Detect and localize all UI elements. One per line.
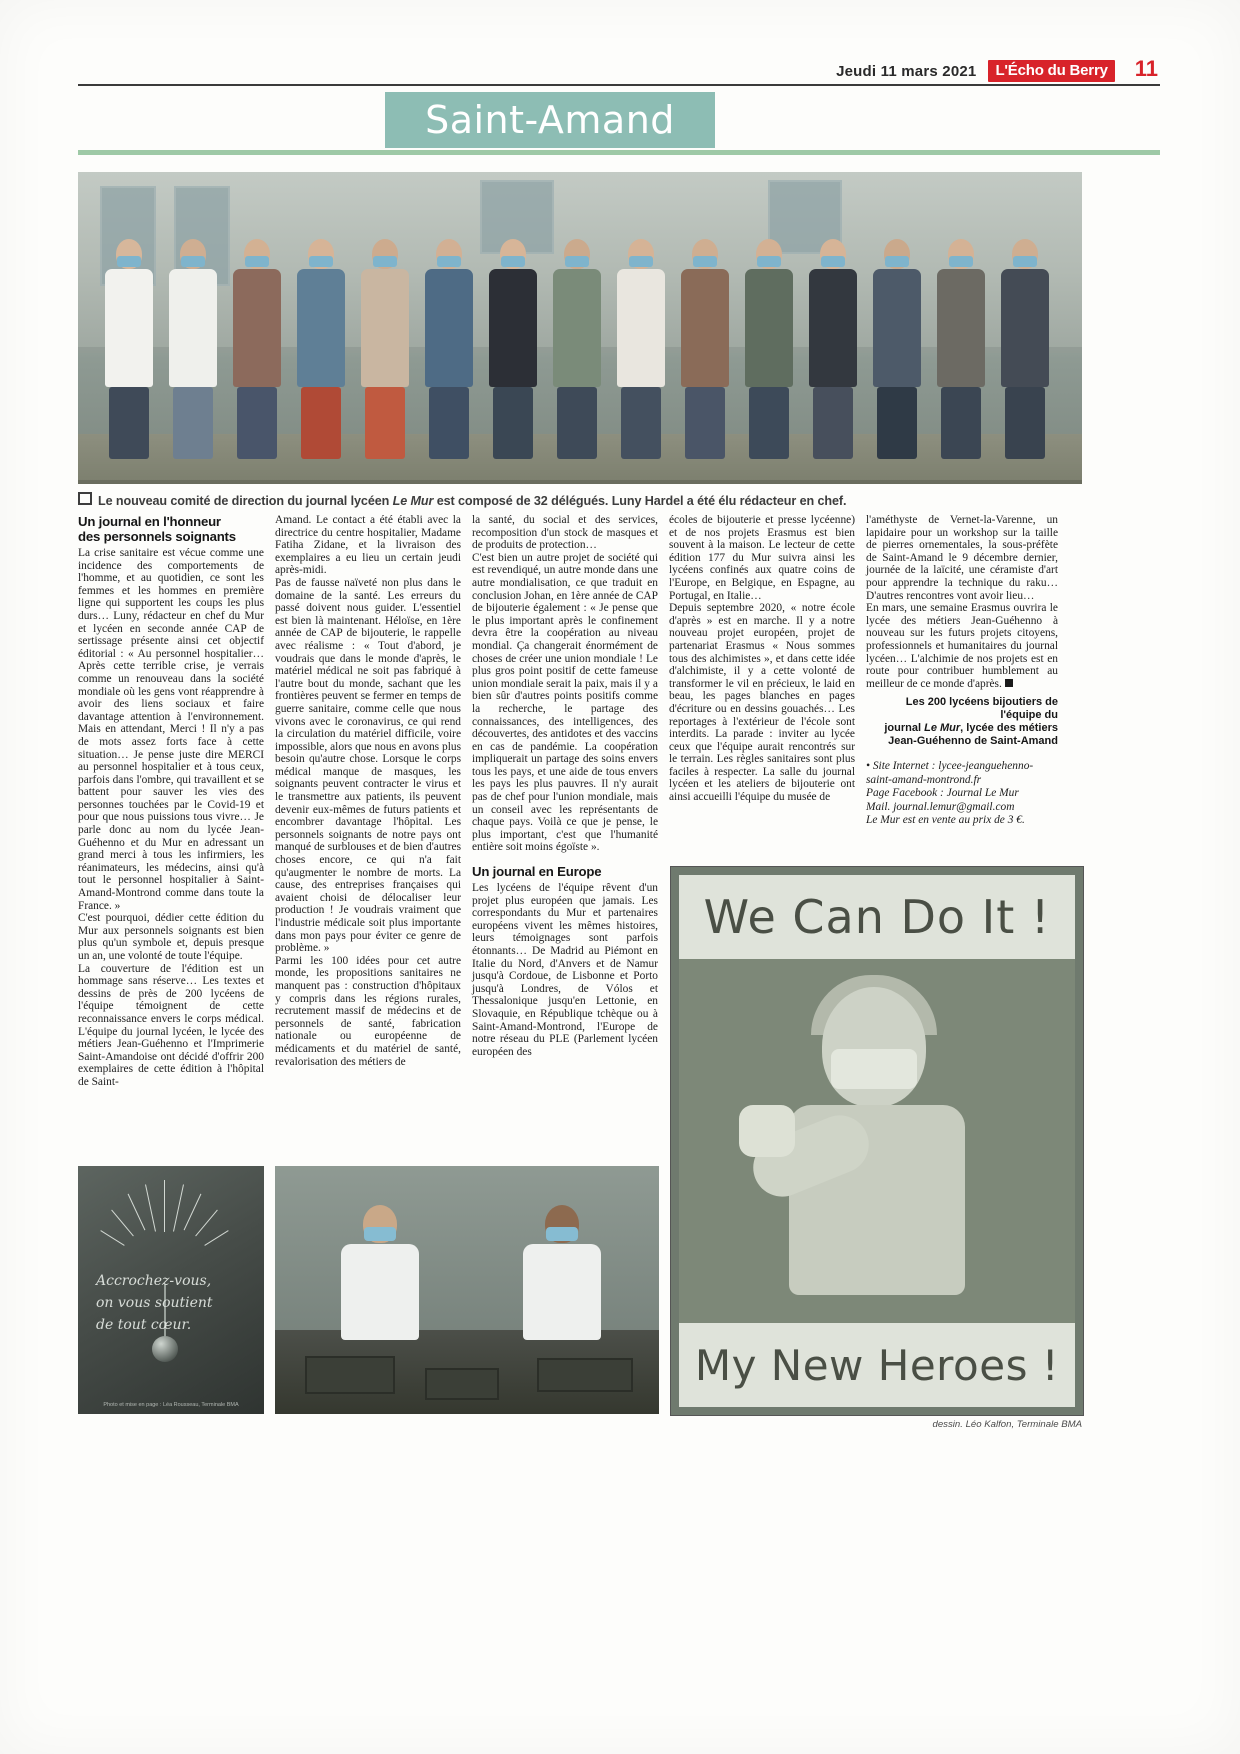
contact-email[interactable]: Mail. journal.lemur@gmail.com <box>866 800 1015 813</box>
photo-person <box>550 239 604 459</box>
photo-person <box>294 239 348 459</box>
photo-person <box>358 239 412 459</box>
end-mark-icon <box>1005 679 1013 687</box>
handwriting-line-2: on vous soutient <box>96 1295 213 1311</box>
poster-illustration <box>670 866 1084 1416</box>
paragraph: écoles de bijouterie et presse lycéenne) et de nos projets Erasmus est bien souvent à la maison. Le lecteur de cette édition 177 du Mur suivra ainsi les lycéens confinés aux quatre coins de l'Europe, en Belgique, en Espagne, au Portugal, en Italie… <box>669 514 855 602</box>
banner-underline-rule <box>78 150 1160 155</box>
workshop-equipment <box>305 1356 395 1394</box>
dandelion-seedhead <box>152 1336 178 1362</box>
caption-text-end: est composé de 32 délégués. Luny Hardel a été élu rédacteur en chef. <box>433 494 847 508</box>
lead-photo-caption <box>78 492 1082 508</box>
figure-face-mask <box>831 1049 917 1089</box>
paragraph-text: En mars, une semaine Erasmus ouvrira le lycée des métiers Jean-Guéhenno à nouveau sur les futurs projets citoyens, professionnels et humanitaires du journal lycéen… L'alchimie de nos projets est en route pour contribuer humblement au meilleur de ce monde d'après. <box>866 602 1058 690</box>
caption-journal-name: Le Mur <box>392 494 434 508</box>
paragraph: Depuis septembre 2020, « notre école d'après » est en marche. Il y a notre nouveau projet européen, projet de partenariat Erasmus « Nous sommes tous des alchimistes », et dans cette idée d'alchimiste, il y a cette volonté de transformer le vil en précieux, le laid en beau, les pages blanches en pages d'écriture ou en dessins gouachés… Les reportages à l'extérieur de l'école sont interdits. La parade : inviter au lycée ceux que l'équipe aurait rencontrés sur le terrain. Les règles sanitaires sont plus faciles à respecter. La salle du journal lycéen et les ateliers de bijouterie ont ainsi accueilli l'équipe du musée de <box>669 602 855 804</box>
logo-text: L'Écho du Berry <box>995 62 1108 79</box>
photo-person <box>614 239 668 459</box>
paragraph: la santé, du social et des services, recomposition d'un stock de masques et de produits de protection… <box>472 514 658 552</box>
signature-line-2-end: , lycée des métiers <box>960 722 1058 735</box>
photo-person <box>742 239 796 459</box>
photo-person <box>102 239 156 459</box>
paragraph: C'est pourquoi, dédier cette édition du Mur aux personnels soignants est bien plus qu'un symbole et, depuis presque un an, une volonté de toute l'équipe. <box>78 912 264 962</box>
poster-top-text: We Can Do It ! <box>703 890 1051 944</box>
photo-person <box>678 239 732 459</box>
caption-text-start: Le nouveau comité de direction du journal lycéen <box>98 494 393 508</box>
handwriting-line-1: Accrochez-vous, <box>96 1273 212 1289</box>
header-rule <box>78 84 1160 86</box>
paragraph: Parmi les 100 idées pour cet autre monde, les propositions sanitaires ne manquent pas : construction d'hôpitaux y compris dans les régions rurales, recrutement massif de médecins et de personnels de santé, fabrication nationale ou européenne de médicaments et du matériel de santé, revalorisation des métiers de <box>275 954 461 1068</box>
photo-person <box>166 239 220 459</box>
subheadline-europe: Un journal en Europe <box>472 864 602 880</box>
article-signature <box>866 696 1058 748</box>
figure-head <box>822 987 926 1107</box>
poster-bottom-text: My New Heroes ! <box>694 1340 1060 1390</box>
column-1 <box>78 514 264 1089</box>
workshop-equipment <box>537 1358 633 1392</box>
paragraph <box>866 602 1058 690</box>
contact-price: Le Mur est en vente au prix de 3 €. <box>866 813 1025 826</box>
handwriting-line-3: de tout cœur. <box>96 1317 192 1333</box>
photo-credit-bar <box>78 480 1082 484</box>
headline-line-2: des personnels soignants <box>78 529 236 544</box>
article-headline <box>78 514 264 544</box>
photo-person <box>934 239 988 459</box>
lead-photograph <box>78 172 1082 484</box>
signature-line-3: Jean-Guéhenno de Saint-Amand <box>888 735 1058 748</box>
newspaper-logo <box>988 60 1114 82</box>
paragraph: Amand. Le contact a été établi avec la directrice du centre hospitalier, Madame Fatiha Zidane, et la livraison des exemplaires a eu lieu un certain jeudi après-midi. <box>275 514 461 577</box>
signature-line-2-start: journal <box>884 722 925 735</box>
photo-icon <box>78 492 92 505</box>
poster-figure <box>727 987 1027 1317</box>
photo-person <box>422 239 476 459</box>
page-number: 11 <box>1134 56 1158 81</box>
contact-block <box>866 760 1058 827</box>
publication-date: Jeudi 11 mars 2021 <box>836 63 977 80</box>
paragraph: La crise sanitaire est vécue comme une incidence des comportements de l'homme, et au quotidien, ce sont les femmes et les hommes en première ligne qui supportent les coups les plus durs… Luny, rédacteur en chef du Mur et lycéen en seconde année CAP de sertissage présente ainsi cet objectif éditorial : « Au personnel hospitalier… Après cette terrible crise, je verrais comme un renouveau dans la société mondiale où les gens vont réapprendre à avoir des liens sociaux et faire davantage attention à l'environnement. Mais en attendant, Merci ! Il n'y a pas de mots assez forts face à cette situation… Je pense juste dire MERCI au personnel hospitalier et à tous ceux, parfois dans l'ombre, qui travaillent et se battent pour sauver les vies des personnes touchées par le Covid-19 et pour que nous puissions tous vivre… Je parle donc au nom du lycée Jean-Guéhenno et du Mur en adressant un grand merci à tous les infirmiers, les réanimateurs, les médecins, ainsi qu'à tout le personnel hospitalier à Saint-Amand-Montrond comme dans toute la France. » <box>78 547 264 912</box>
column-5 <box>866 514 1058 827</box>
poster-bottom-banner <box>679 1323 1075 1407</box>
column-2 <box>275 514 461 1068</box>
paragraph: C'est bien un autre projet de société qui est revendiqué, un autre monde dans une autre mondialisation, ce que traduit en conclusion Johan, en 1ère année de CAP de bijouterie également : « Je pense que le plus important après le confinement devra être la coopération au niveau mondial. Ça changerait énormément de choses de créer une union mondiale ! Le plus gros point positif de cette fameuse union mondiale serait la paix, mais il y a bien sûr d'autres points positifs comme la recherche, le partage des connaissances, des intelligences, des découvertes, des antidotes et des vaccins en cas de pandémie. La coopération impliquerait un partage des soins envers tous les pays, et une aide de tous envers les pays les plus pauvres. Il n'y aurait pas de chef pour l'union mondiale, mais un conseil avec les représentants de chaque pays. Voilà ce que je pense, le plus important, c'est que l'humanité entière soit moins égoïste ». <box>472 551 658 854</box>
dandelion-handwriting <box>96 1270 246 1336</box>
photo-person <box>486 239 540 459</box>
photo-person <box>806 239 860 459</box>
section-title: Saint-Amand <box>425 98 675 142</box>
dandelion-credit: Photo et mise en page : Léa Rousseau, Terminale BMA <box>103 1402 239 1408</box>
column-4 <box>669 514 855 804</box>
photo-person <box>870 239 924 459</box>
contact-website[interactable]: • Site Internet : lycee-jeanguehenno-saint-amand-montrond.fr <box>866 760 1034 786</box>
dandelion-photograph <box>78 1166 264 1414</box>
workshop-student <box>523 1205 601 1340</box>
photo-person <box>230 239 284 459</box>
photo-person <box>998 239 1052 459</box>
signature-line-1: Les 200 lycéens bijoutiers de l'équipe du <box>905 696 1058 722</box>
paragraph: La couverture de l'édition est un hommage sans réserve… Les textes et dessins de près de 200 lycéens de l'équipe témoignent de cette reconnaissance envers le corps médical. L'équipe du journal lycéen, le lycée des métiers Jean-Guéhenno et l'Imprimerie Saint-Amandoise ont décidé d'offrir 200 exemplaires de cette édition à l'hôpital de Saint- <box>78 962 264 1088</box>
paragraph: l'améthyste de Vernet-la-Varenne, un lapidaire pour un workshop sur la taille de pierres ornementales, la sous-préfète de Saint-Amand le 9 décembre dernier, journée de la laïcité, une céramiste d'art pour apprendre la technique du raku… D'autres rencontres vont avoir lieu… <box>866 514 1058 602</box>
contact-facebook[interactable]: Page Facebook : Journal Le Mur <box>866 787 1019 800</box>
headline-line-1: Un journal en l'honneur <box>78 514 221 529</box>
section-banner <box>385 92 715 148</box>
workshop-equipment <box>425 1368 499 1400</box>
column-3 <box>472 514 658 1058</box>
signature-journal-name: Le Mur <box>924 722 961 735</box>
workshop-student <box>341 1205 419 1340</box>
workshop-photograph <box>275 1166 659 1414</box>
paragraph: Les lycéens de l'équipe rêvent d'un projet plus européen que jamais. Les correspondants du Mur et partenaires européens vivent les mêmes histoires, leurs témoignages sont parfois étonnants… De Madrid au Piémont en Italie du Nord, d'Anvers et de Namur jusqu'à Cordoue, de Lisbonne et Porto jusqu'à Londres, de Vólos et Thessalonique jusqu'en Lettonie, en Slovaquie, en République tchèque ou à Saint-Amand-Montrond, l'Europe de notre réseau du PLE (Parlement lycéen européen des <box>472 882 658 1058</box>
poster-credit: dessin. Léo Kalfon, Terminale BMA <box>932 1419 1082 1430</box>
poster-top-banner <box>679 875 1075 959</box>
figure-fist <box>739 1105 795 1157</box>
masthead <box>78 52 1158 82</box>
paragraph: Pas de fausse naïveté non plus dans le domaine de la santé. Les erreurs du passé doivent nous guider. L'essentiel est bien là maintenant. Héloïse, en 1ère année de CAP de bijouterie, le rappelle avec réalisme : « Tout d'abord, je voudrais que dans le monde d'après, le matériel médical ne soit pas fabriqué à l'autre bout du monde, sachant que les frontières peuvent se fermer en temps de guerre sanitaire, comme celle que nous vivons avec le coronavirus, ce qui rend la circulation du matériel difficile, voire impossible, alors que nous en avons plus besoin qu'autre chose. Lorsque le corps médical manque de masques, les soignants peuvent contracter le virus et le transmettre aux patients, ils peuvent devenir eux-mêmes de futurs patients et encombrer davantage l'hôpital. Les personnels soignants de notre pays ont manqué de surblouses et de bien d'autres choses encore, ce qui n'a fait qu'augmenter le nombre de morts. La cause, des entreprises françaises qui avaient choisi de délocaliser leur production ! Je voudrais vraiment que l'industrie médicale soit plus importante dans mon pays pour éviter ce genre de problème. » <box>275 576 461 955</box>
